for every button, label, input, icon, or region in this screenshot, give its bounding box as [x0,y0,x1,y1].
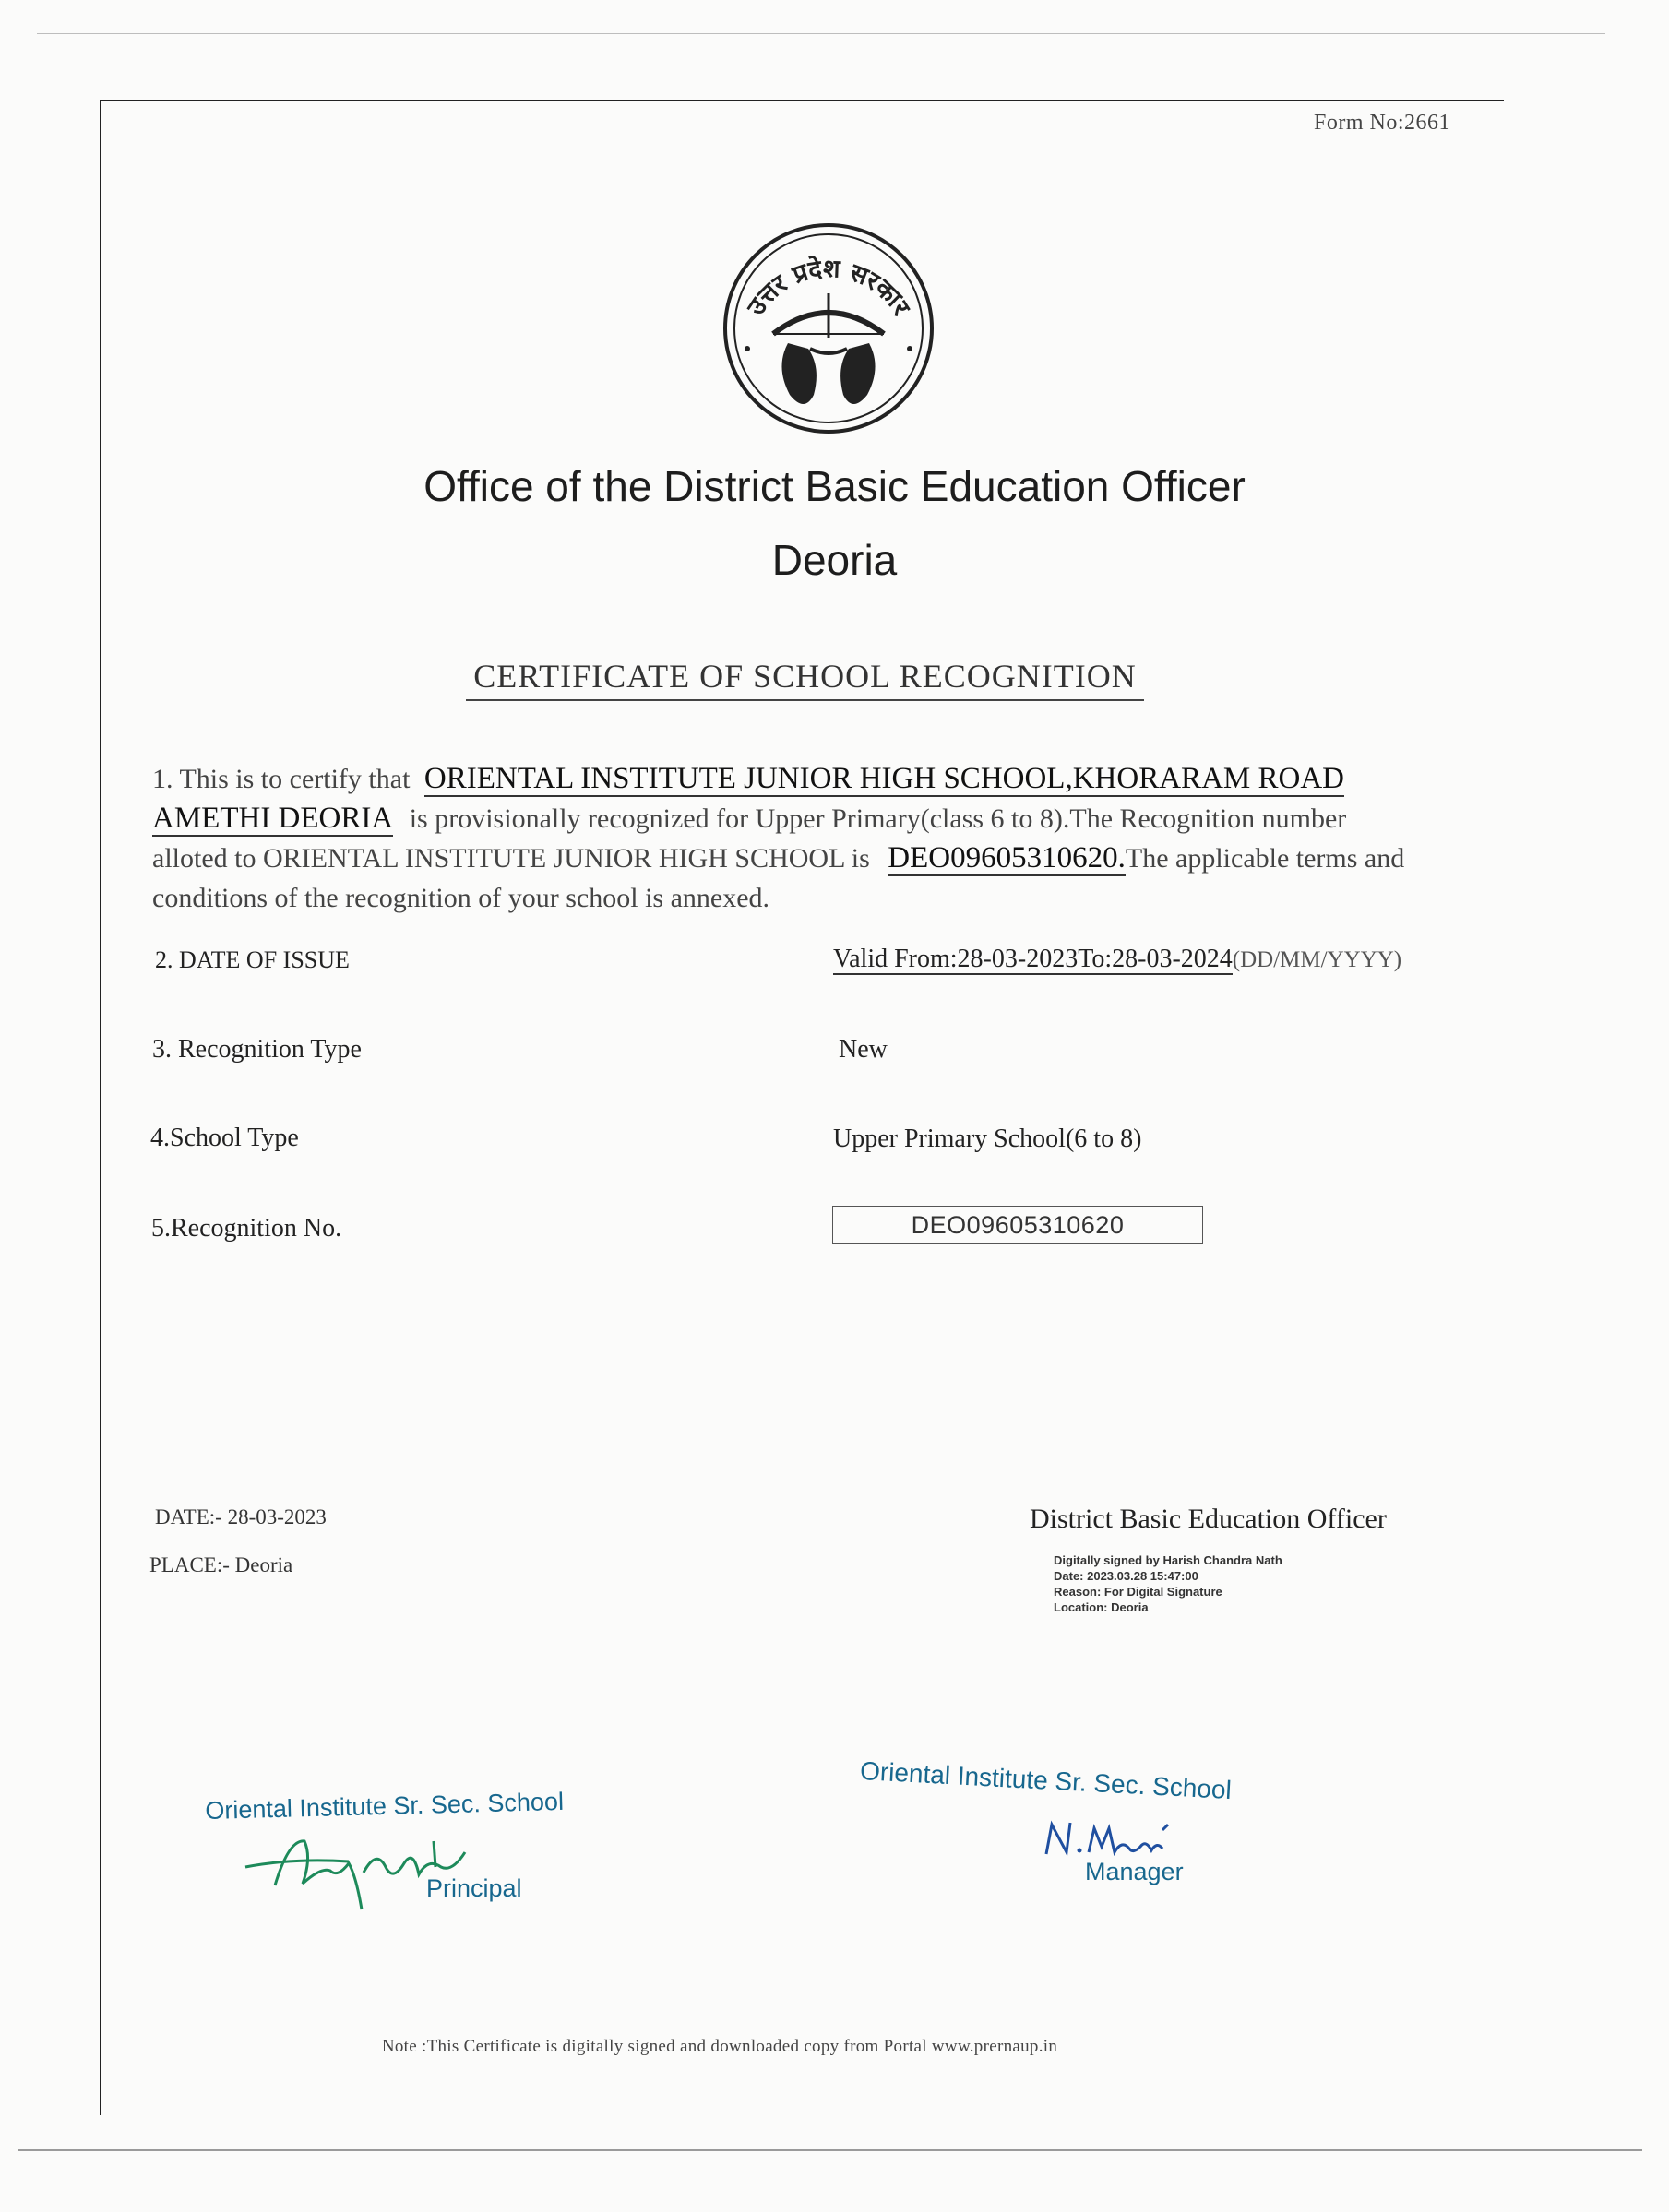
school-name-line1: ORIENTAL INSTITUTE JUNIOR HIGH SCHOOL,KHORARAM ROAD [423,762,1344,795]
digital-signature-line: Digitally signed by Harish Chandra Nath [1054,1553,1282,1567]
para1-line1 [152,759,1508,799]
date-of-issue-label: 2. DATE OF ISSUE [155,946,350,973]
school-type-label: 4.School Type [150,1124,299,1152]
school-type-value: Upper Primary School(6 to 8) [833,1124,1142,1153]
school-name-line2: AMETHI DEORIA [152,802,394,835]
frame-left-border [100,100,101,2115]
issue-place: PLACE:- Deoria [149,1553,293,1576]
manager-stamp-role: Manager [1085,1858,1184,1885]
digital-signature-block [1054,1552,1282,1615]
digital-signature-line: Date: 2023.03.28 15:47:00 [1054,1569,1198,1583]
scan-line-bottom [18,2149,1642,2151]
para1-line2-rest: is provisionally recognized for Upper Primary(class 6 to 8).The Recognition number [409,803,1347,834]
manager-stamp-school: Oriental Institute Sr. Sec. School [859,1756,1233,1805]
para1-line3 [152,838,1508,878]
recognition-type-label: 3. Recognition Type [152,1035,362,1064]
date-of-issue-value: Valid From:28-03-2023To:28-03-2024 [833,945,1233,973]
officer-title: District Basic Education Officer [1030,1504,1387,1534]
date-format: (DD/MM/YYYY) [1232,947,1402,972]
office-title: Office of the District Basic Education Officer [423,462,1246,510]
para1-line3-suffix: The applicable terms and [1125,843,1405,874]
recognition-no-label: 5.Recognition No. [151,1214,342,1243]
date-of-issue [833,945,1401,974]
certificate-title: CERTIFICATE OF SCHOOL RECOGNITION [466,657,1144,701]
para1-prefix: 1. This is to certify that [152,764,411,794]
para1-line3-prefix: alloted to ORIENTAL INSTITUTE JUNIOR HIGH SCHOOL is [152,843,870,874]
svg-text:उत्तर प्रदेश सरकार: उत्तर प्रदेश सरकार [742,254,916,321]
principal-stamp-school: Oriental Institute Sr. Sec. School [205,1787,565,1825]
form-number: Form No:2661 [1314,111,1451,135]
uttar-pradesh-emblem-icon [720,220,937,437]
issue-date: DATE:- 28-03-2023 [155,1505,327,1528]
recognition-type-value: New [839,1035,888,1064]
recognition-number-inline: DEO09605310620. [888,841,1126,874]
footer-note: Note :This Certificate is digitally signed and downloaded copy from Portal www.prernaup.in [381,2037,1058,2056]
digital-signature-line: Location: Deoria [1054,1600,1149,1614]
digital-signature-line: Reason: For Digital Signature [1054,1585,1222,1599]
manager-signature [1041,1815,1179,1861]
para1-line4: conditions of the recognition of your school is annexed. [152,883,770,913]
recognition-no-box: DEO09605310620 [832,1206,1203,1244]
scan-line-top [37,33,1605,34]
principal-stamp-role: Principal [426,1874,522,1902]
para1-line2 [152,799,1508,838]
office-district: Deoria [771,536,898,584]
frame-top-border [101,100,1504,101]
